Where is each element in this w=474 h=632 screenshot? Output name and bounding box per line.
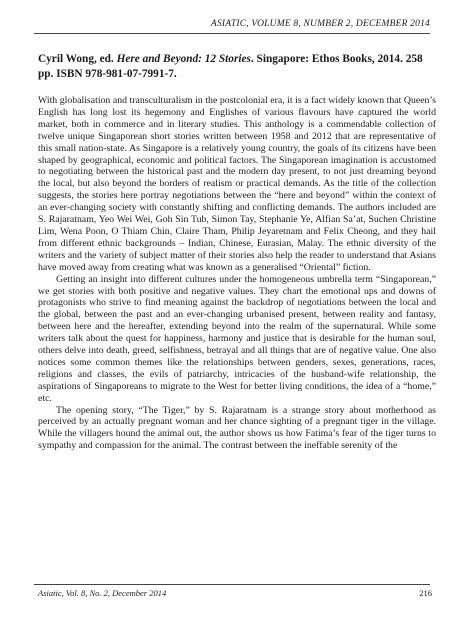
citation-suffix: . Singapore: Ethos Books, 2014. 258 pp. ISBN 978-981-07-7991-7.	[38, 53, 423, 80]
footer-journal-info: Asiatic, Vol. 8, No. 2, December 2014	[38, 588, 167, 598]
paragraph-2: Getting an insight into different cultures under the homogeneous umbrella term “Singaporean,” we get stories with both positive and negative values. They chart the emotional ups and downs of protagonists who strive to find meaning against the backdrop of negotiations between the local and the global, between the past and an ever-changing urbanised present, between reality and fantasy, between here and the hereafter, extending beyond into the realm of the supernatural. While some writers talk about the quest for happiness, harmony and justice that is desirable for the human soul, others delve into death, greed, selfishness, betrayal and all things that are of negative value. One also notices some common themes like the relationships between genders, sexes, generations, races, religions and classes, the evils of patriarchy, intricacies of the husband-wife relationship, the aspirations of Singaporeans to migrate to the West for better living conditions, the idea of a “home,” etc.	[38, 273, 436, 404]
page-number: 216	[419, 588, 432, 598]
review-body	[38, 95, 436, 452]
paragraph-1: With globalisation and transculturalism in the postcolonial era, it is a fact widely known that Queen’s English has long lost its hegemony and Englishes of various flavours have captured the world market, both in commerce and in literary studies. This anthology is a commendable collection of twelve unique Singaporean short stories written between 1958 and 2012 that are representative of this small nation-state. As Singapore is a relatively young country, the goals of its citizens have been shaped by geographical, economic and political factors. The Singaporean imagination is accustomed to negotiating between the historical past and the modern day present, to not just dreaming beyond the local, but also beyond the borders of realism or practical demands. As the title of the collection suggests, the stories here portray negotiations between the “here and beyond” within the context of an ever-changing society with constantly shifting and conflicting demands. The authors included are S. Rajaratnam, Yeo Wei Wei, Goh Sin Tub, Simon Tay, Stephanie Ye, Alfian Sa’at, Suchen Christine Lim, Wena Poon, O Thiam Chin, Claire Tham, Philip Jeyaretnam and Felix Cheong, and they hail from different ethnic backgrounds – Indian, Chinese, Eurasian, Malay. The ethnic diversity of the writers and the variety of subject matter of their stories also help the reader to understand that Asians have moved away from creating what was known as a generalised “Oriental” fiction.	[38, 95, 436, 273]
book-citation	[38, 52, 436, 82]
header-rule	[34, 33, 430, 34]
running-head: ASIATIC, VOLUME 8, NUMBER 2, DECEMBER 2014	[210, 19, 430, 29]
paragraph-3: The opening story, “The Tiger,” by S. Rajaratnam is a strange story about motherhood as perceived by an actually pregnant woman and her chance sighting of a pregnant tiger in the village. While the villagers hound the animal out, the author shows us how Fatima’s fear of the tiger turns to sympathy and compassion for the animal. The contrast between the ineffable serenity of the	[38, 404, 436, 452]
citation-book-title: Here and Beyond: 12 Stories	[116, 53, 251, 65]
footer-rule	[34, 584, 430, 585]
citation-prefix: Cyril Wong, ed.	[38, 53, 117, 65]
